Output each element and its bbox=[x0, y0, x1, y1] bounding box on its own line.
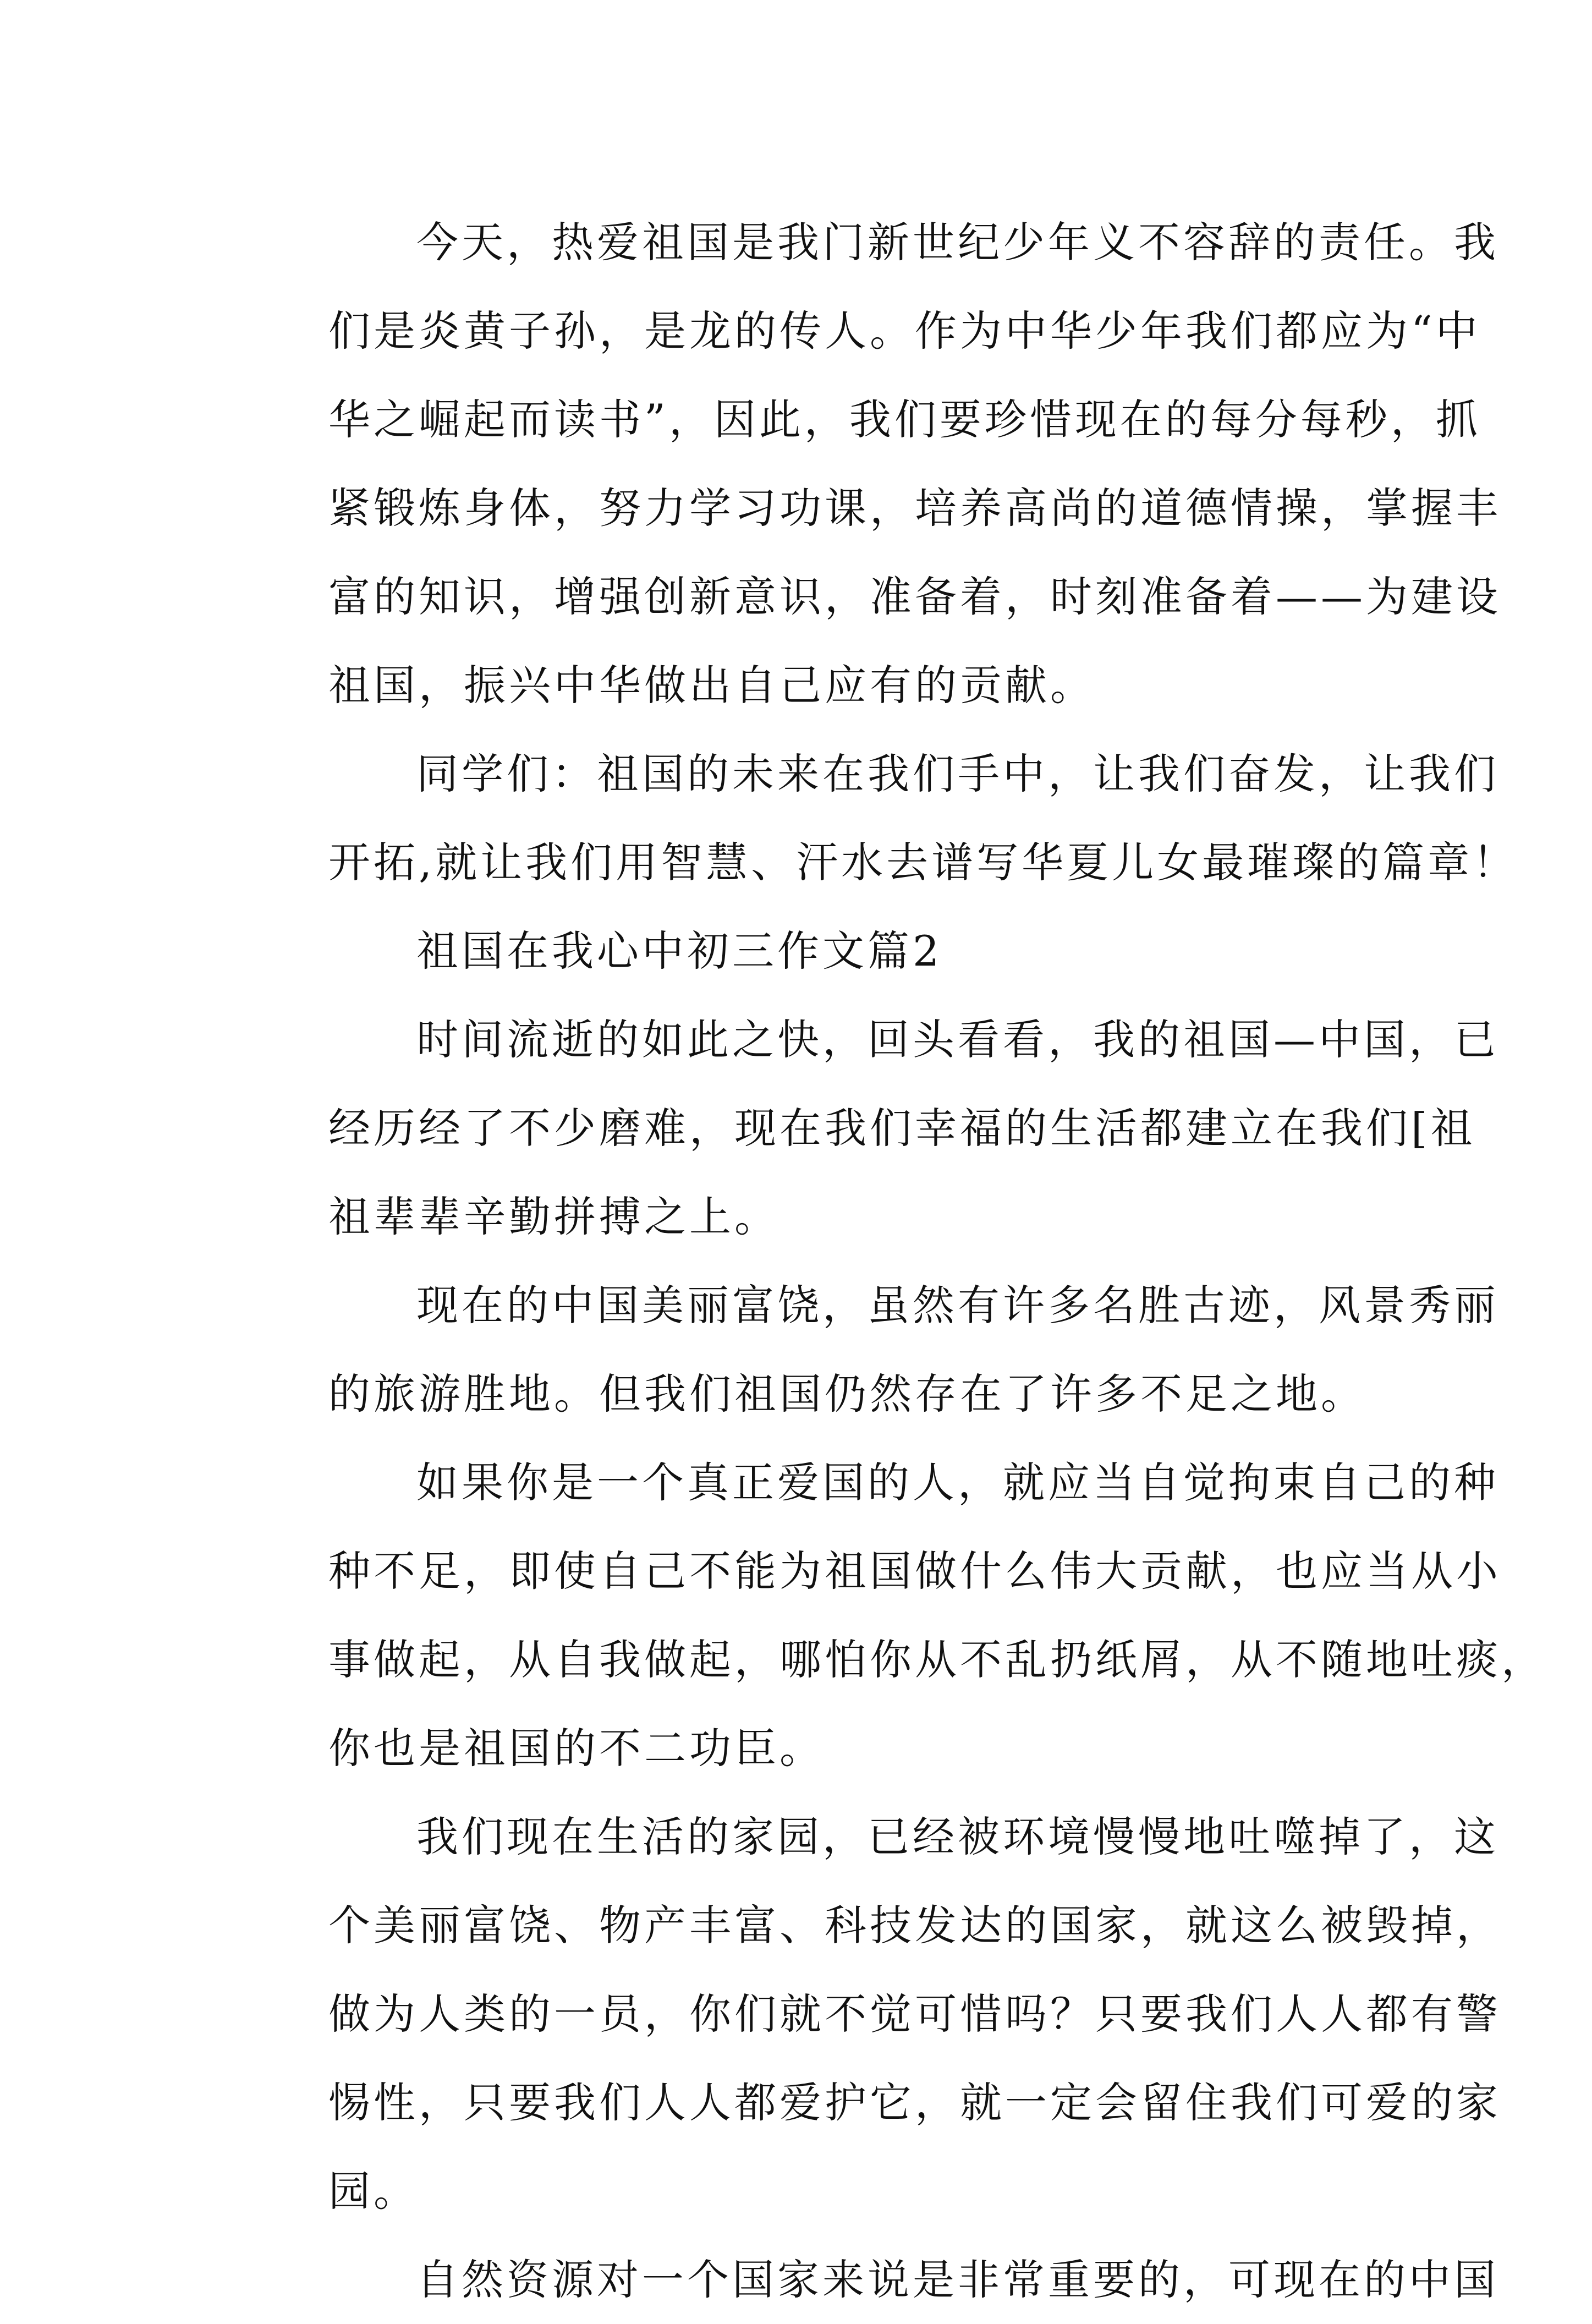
text-line: 时间流逝的如此之快，回头看看，我的祖国—中国，已 bbox=[416, 1015, 1499, 1064]
text-line: 同学们：祖国的未来在我们手中，让我们奋发，让我们 bbox=[416, 749, 1499, 798]
text-line: 经历经了不少磨难，现在我们幸福的生活都建立在我们[祖 bbox=[328, 1104, 1476, 1153]
paragraph bbox=[240, 1261, 1499, 1438]
text-line: 自然资源对一个国家来说是非常重要的，可现在的中国 bbox=[416, 2255, 1499, 2304]
text-line: 华之崛起而读书”，因此，我们要珍惜现在的每分每秒，抓 bbox=[328, 395, 1481, 444]
paragraph bbox=[240, 730, 1518, 907]
text-line: 今天，热爱祖国是我门新世纪少年义不容辞的责任。我 bbox=[416, 218, 1499, 267]
text-line: 我们现在生活的家园，已经被环境慢慢地吐噬掉了，这 bbox=[416, 1812, 1499, 1861]
text-line: 富的知识，增强创新意识，准备着，时刻准备着——为建设 bbox=[328, 572, 1501, 621]
text-line: 你也是祖国的不二功臣。 bbox=[328, 1724, 825, 1773]
paragraph bbox=[240, 2235, 1499, 2324]
section-heading bbox=[240, 907, 1363, 995]
text-line: 祖辈辈辛勤拼搏之上。 bbox=[328, 1192, 779, 1241]
text-line: 惕性，只要我们人人都爱护它，就一定会留住我们可爱的家 bbox=[328, 2078, 1501, 2127]
text-line: 祖国，振兴中华做出自己应有的贡献。 bbox=[328, 661, 1095, 710]
text-line: 做为人类的一员，你们就不觉可惜吗？只要我们人人都有警 bbox=[328, 1989, 1501, 2038]
text-line: 紧锻炼身体，努力学习功课，培养高尚的道德情操，掌握丰 bbox=[328, 484, 1501, 533]
text-line: 事做起，从自我做起，哪怕你从不乱扔纸屑，从不随地吐痰， bbox=[328, 1635, 1546, 1684]
text-line: 园。 bbox=[328, 2167, 419, 2216]
paragraph bbox=[240, 1438, 1546, 1793]
essay-body bbox=[240, 198, 1546, 2324]
paragraph bbox=[240, 995, 1499, 1261]
text-line: 们是炎黄子孙，是龙的传人。作为中华少年我们都应为“中 bbox=[328, 306, 1481, 355]
paragraph bbox=[240, 198, 1501, 730]
text-line: 开拓,就让我们用智慧、汗水去谱写华夏儿女最璀璨的篇章！ bbox=[328, 838, 1518, 887]
paragraph bbox=[240, 1793, 1501, 2235]
text-line: 种不足，即使自己不能为祖国做什么伟大贡献，也应当从小 bbox=[328, 1547, 1501, 1596]
text-line: 个美丽富饶、物产丰富、科技发达的国家，就这么被毁掉， bbox=[328, 1901, 1501, 1950]
text-line: 的旅游胜地。但我们祖国仍然存在了许多不足之地。 bbox=[328, 1369, 1366, 1418]
text-line: 现在的中国美丽富饶，虽然有许多名胜古迹，风景秀丽 bbox=[416, 1281, 1499, 1330]
text-line: 如果你是一个真正爱国的人，就应当自觉拘束自己的种 bbox=[416, 1458, 1499, 1507]
heading-line: 祖国在我心中初三作文篇2 bbox=[416, 927, 943, 975]
